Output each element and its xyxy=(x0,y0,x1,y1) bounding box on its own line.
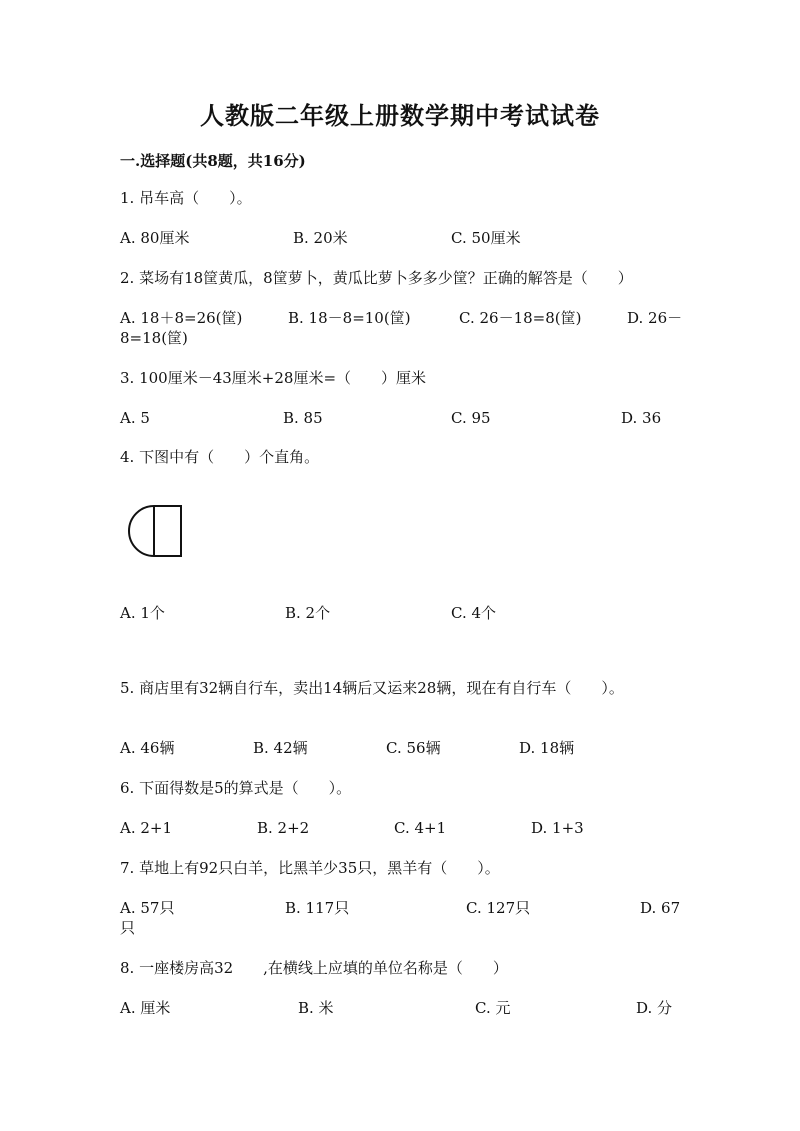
question-3-option-a[interactable]: A. 5 xyxy=(120,409,150,427)
question-8-option-b[interactable]: B. 米 xyxy=(298,999,334,1017)
question-2-option-c[interactable]: C. 26－18=8(筐) xyxy=(459,309,582,327)
question-7-option-c[interactable]: C. 127只 xyxy=(466,899,531,917)
question-3-option-d[interactable]: D. 36 xyxy=(621,409,662,427)
question-8-option-c[interactable]: C. 元 xyxy=(475,999,511,1017)
question-6-stem: 6. 下面得数是5的算式是（ ）。 xyxy=(120,779,352,797)
question-7-option-d[interactable]: D. 67 xyxy=(640,899,681,917)
question-3-option-c[interactable]: C. 95 xyxy=(451,409,491,427)
question-2-option-a[interactable]: A. 18＋8=26(筐) xyxy=(120,309,243,327)
question-5-option-d[interactable]: D. 18辆 xyxy=(519,739,575,757)
question-6-option-a[interactable]: A. 2+1 xyxy=(120,819,173,837)
question-5-option-c[interactable]: C. 56辆 xyxy=(386,739,441,757)
question-3-option-b[interactable]: B. 85 xyxy=(283,409,323,427)
question-4-option-a[interactable]: A. 1个 xyxy=(120,604,165,622)
question-7-option-b[interactable]: B. 117只 xyxy=(285,899,350,917)
section-heading: 一.选择题(共8题，共16分) xyxy=(120,152,306,170)
question-1-option-b[interactable]: B. 20米 xyxy=(293,229,348,247)
question-2-option-d[interactable]: D. 26－ xyxy=(627,309,683,327)
question-1-stem: 1. 吊车高（ ）。 xyxy=(120,189,252,207)
question-7-stem: 7. 草地上有92只白羊，比黑羊少35只，黑羊有（ ）。 xyxy=(120,859,500,877)
question-8-option-a[interactable]: A. 厘米 xyxy=(120,999,171,1017)
question-1-option-c[interactable]: C. 50厘米 xyxy=(451,229,521,247)
question-2-stem: 2. 菜场有18筐黄瓜，8筐萝卜，黄瓜比萝卜多多少筐？正确的解答是（ ） xyxy=(120,269,633,287)
question-5-option-a[interactable]: A. 46辆 xyxy=(120,739,175,757)
question-5-option-b[interactable]: B. 42辆 xyxy=(253,739,308,757)
question-3-stem: 3. 100厘米－43厘米+28厘米=（ ）厘米 xyxy=(120,369,427,387)
question-6-option-b[interactable]: B. 2+2 xyxy=(257,819,310,837)
question-5-stem: 5. 商店里有32辆自行车，卖出14辆后又运来28辆，现在有自行车（ ）。 xyxy=(120,679,624,697)
page-title: 人教版二年级上册数学期中考试试卷 xyxy=(200,101,600,130)
question-2-option-d-wrap: 8=18(筐) xyxy=(120,329,188,347)
question-7-option-a[interactable]: A. 57只 xyxy=(120,899,175,917)
question-8-stem: 8. 一座楼房高32 ,在横线上应填的单位名称是（ ） xyxy=(120,959,508,977)
question-4-option-b[interactable]: B. 2个 xyxy=(285,604,331,622)
question-2-option-b[interactable]: B. 18－8=10(筐) xyxy=(288,309,411,327)
question-8-option-d[interactable]: D. 分 xyxy=(636,999,673,1017)
question-4-option-c[interactable]: C. 4个 xyxy=(451,604,497,622)
question-6-option-c[interactable]: C. 4+1 xyxy=(394,819,447,837)
question-4-stem: 4. 下图中有（ ）个直角。 xyxy=(120,448,320,466)
question-1-option-a[interactable]: A. 80厘米 xyxy=(120,229,190,247)
question-7-option-d-wrap: 只 xyxy=(120,919,136,937)
question-6-option-d[interactable]: D. 1+3 xyxy=(531,819,584,837)
right-angle-figure xyxy=(124,502,188,560)
